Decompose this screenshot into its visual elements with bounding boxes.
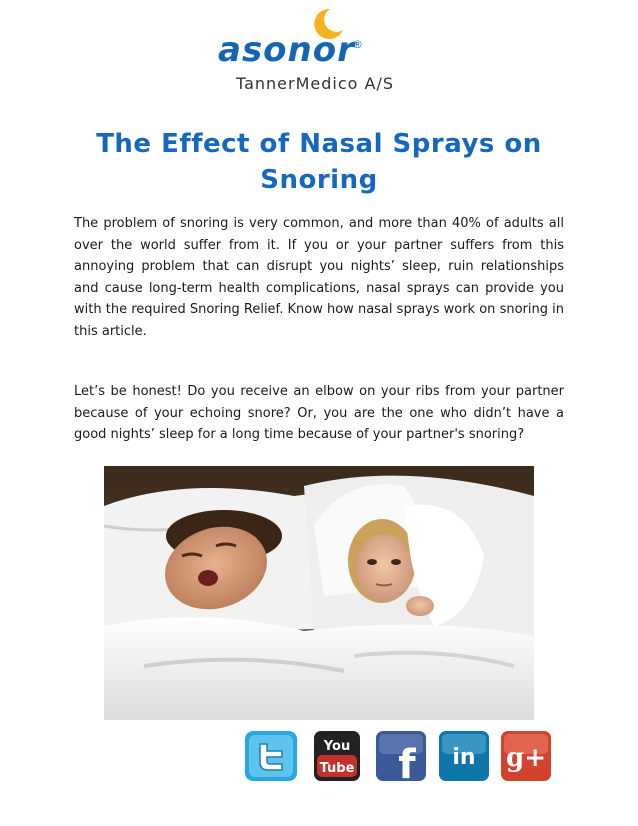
twitter-icon [244, 730, 298, 782]
googleplus-letters: g+ [506, 743, 546, 773]
youtube-top-text: You [323, 739, 351, 754]
brand-name: asonor [218, 30, 355, 70]
linkedin-letters: in [452, 745, 476, 770]
second-paragraph: Let’s be honest! Do you receive an elbow on your ribs from your partner because of your echoing snore? Or, you are the one who didn’t have a good nights’ sleep for a long time because of your partner's snoring? [74, 384, 564, 442]
linkedin-button[interactable] [438, 730, 490, 782]
youtube-icon [313, 730, 361, 782]
facebook-button[interactable] [375, 730, 427, 782]
youtube-bottom-text: Tube [319, 761, 355, 776]
linkedin-icon [438, 730, 490, 782]
facebook-letter: f [398, 742, 416, 782]
google-plus-button[interactable] [500, 730, 552, 782]
youtube-button[interactable] [313, 730, 361, 782]
company-name: TannerMedico A/S [235, 74, 395, 93]
google-plus-icon [500, 730, 552, 782]
intro-paragraph: The problem of snoring is very common, and more than 40% of adults all over the world suffer from it. If you or your partner suffers from this annoying problem that can disrupt you nights’ sleep, ruin relationships and cause long-term health complications, nasal sprays can provide you with the required Snoring Relief. Know how nasal sprays work on snoring in this article. [74, 216, 564, 339]
twitter-button[interactable] [244, 730, 298, 782]
article-title: The Effect of Nasal Sprays on Snoring [96, 129, 542, 195]
facebook-icon [375, 730, 427, 782]
registered-mark: ® [352, 38, 363, 51]
asonor-logo [210, 2, 420, 96]
snoring-couple-photo [104, 466, 534, 720]
